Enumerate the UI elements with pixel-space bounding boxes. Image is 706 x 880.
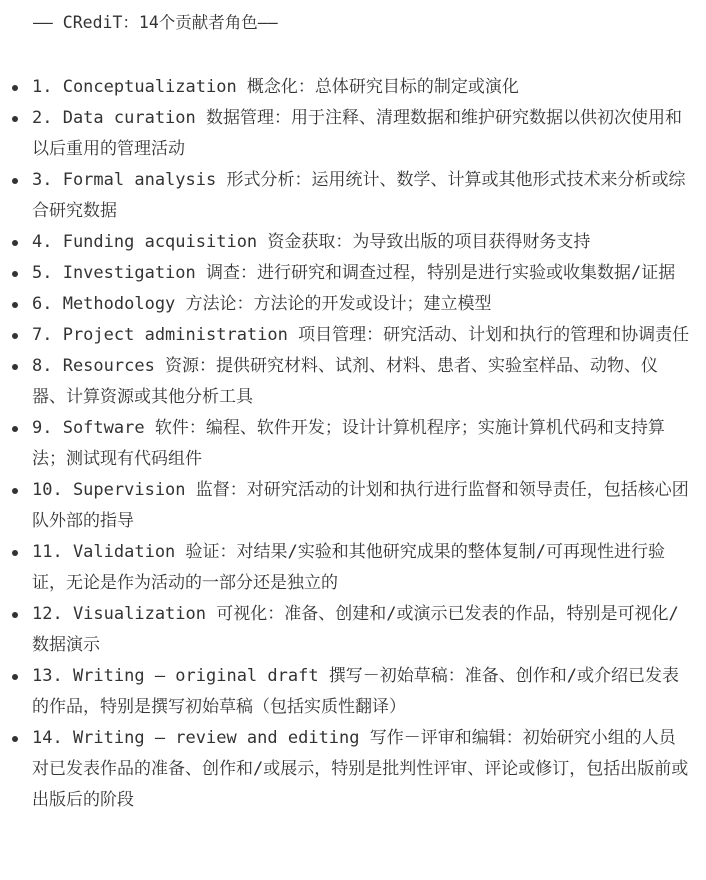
list-item-text: 6. Methodology 方法论：方法论的开发或设计；建立模型 [32, 294, 492, 314]
bullet-icon [12, 302, 18, 308]
list-item [0, 72, 706, 103]
list-item [0, 413, 706, 475]
list-item [0, 320, 706, 351]
list-item-text: 2. Data curation 数据管理：用于注释、清理数据和维护研究数据以供初次使用和以后重用的管理活动 [32, 108, 682, 159]
list-item-text: 11. Validation 验证：对结果/实验和其他研究成果的整体复制/可再现性进行验证，无论是作为活动的一部分还是独立的 [32, 542, 665, 593]
bullet-icon [12, 178, 18, 184]
list-item-text: 9. Software 软件：编程、软件开发；设计计算机程序；实施计算机代码和支持算法；测试现有代码组件 [32, 418, 665, 469]
list-item [0, 599, 706, 661]
bullet-icon [12, 550, 18, 556]
list-item-text: 13. Writing – original draft 撰写－初始草稿：准备、创作和/或介绍已发表的作品，特别是撰写初始草稿（包括实质性翻译） [32, 666, 680, 717]
list-item [0, 165, 706, 227]
list-item-text: 10. Supervision 监督：对研究活动的计划和执行进行监督和领导责任，包括核心团队外部的指导 [32, 480, 689, 531]
list-item [0, 227, 706, 258]
bullet-icon [12, 674, 18, 680]
contributor-roles-list [0, 72, 706, 816]
list-item [0, 723, 706, 816]
bullet-icon [12, 488, 18, 494]
bullet-icon [12, 612, 18, 618]
list-item [0, 537, 706, 599]
list-item-text: 14. Writing – review and editing 写作－评审和编辑：初始研究小组的人员对已发表作品的准备、创作和/或展示，特别是批判性评审、评论或修订，包括出版前或出版后的阶段 [32, 728, 689, 810]
list-item [0, 661, 706, 723]
list-item-text: 3. Formal analysis 形式分析：运用统计、数学、计算或其他形式技术来分析或综合研究数据 [32, 170, 686, 221]
list-item [0, 289, 706, 320]
list-item-text: 12. Visualization 可视化：准备、创建和/或演示已发表的作品，特别是可视化/数据演示 [32, 604, 679, 655]
list-item [0, 351, 706, 413]
list-item-text: 1. Conceptualization 概念化：总体研究目标的制定或演化 [32, 77, 519, 97]
bullet-icon [12, 85, 18, 91]
list-item-text: 8. Resources 资源：提供研究材料、试剂、材料、患者、实验室样品、动物、仪器、计算资源或其他分析工具 [32, 356, 659, 407]
list-item [0, 103, 706, 165]
bullet-icon [12, 240, 18, 246]
list-item-text: 4. Funding acquisition 资金获取：为导致出版的项目获得财务支持 [32, 232, 591, 252]
section-heading: —— CRediT：14个贡献者角色—— [33, 13, 278, 32]
bullet-icon [12, 426, 18, 432]
bullet-icon [12, 333, 18, 339]
list-item [0, 258, 706, 289]
bullet-icon [12, 116, 18, 122]
list-item [0, 475, 706, 537]
list-item-text: 7. Project administration 项目管理：研究活动、计划和执行的管理和协调责任 [32, 325, 690, 345]
bullet-icon [12, 364, 18, 370]
bullet-icon [12, 736, 18, 742]
list-item-text: 5. Investigation 调查：进行研究和调查过程，特别是进行实验或收集数据/证据 [32, 263, 676, 283]
bullet-icon [12, 271, 18, 277]
